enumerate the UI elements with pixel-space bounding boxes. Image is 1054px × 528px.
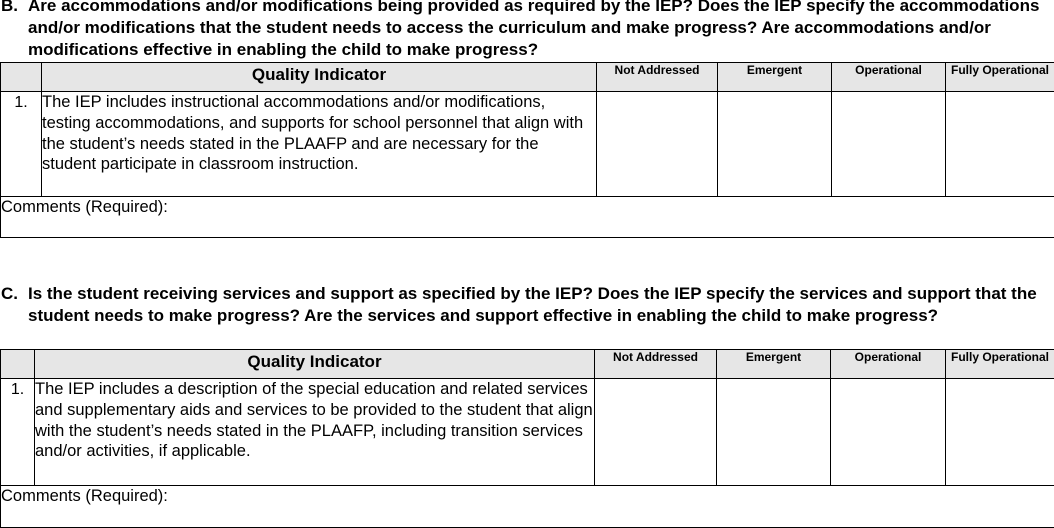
comments-field[interactable]: Comments (Required): [1,197,1054,238]
section-b-indicator-row [1,92,1054,197]
section-b-question-text: Are accommodations and/or modifications being provided as required by the IEP? Does the IEP specify the accommodations and/or modifications that the student needs to access the curriculum and make progress? Are accommodations and/or modifications effective in enabling the child to make progress? [28,0,1040,59]
header-number-cell [1,63,42,92]
section-b-question [0,0,1054,61]
fully-operational-cell[interactable] [946,92,1054,197]
indicator-text: The IEP includes a description of the special education and related services and supplementary aids and services to be provided to the student that align with the student’s needs stated in the PLAAFP, including transition services and/or activities, if applicable. [35,379,595,486]
section-c-letter: C. [1,284,18,303]
section-c-indicator-row [1,379,1054,486]
emergent-cell[interactable] [717,379,831,486]
comments-field[interactable]: Comments (Required): [1,486,1054,528]
section-b-header-row [1,63,1054,92]
header-number-cell [1,350,35,379]
section-b-table [0,62,1054,238]
emergent-header: Emergent [717,350,831,379]
operational-cell[interactable] [831,379,946,486]
not-addressed-cell[interactable] [597,92,718,197]
section-b-comments-row [1,197,1054,238]
fully-operational-cell[interactable] [946,379,1054,486]
indicator-number: 1. [1,92,42,197]
section-c-table [0,349,1054,528]
operational-header: Operational [832,63,946,92]
section-c-header-row [1,350,1054,379]
not-addressed-header: Not Addressed [597,63,718,92]
quality-indicator-header: Quality Indicator [42,63,597,92]
section-b-letter: B. [1,0,18,15]
indicator-number: 1. [1,379,35,486]
emergent-cell[interactable] [718,92,832,197]
section-c-question-text: Is the student receiving services and support as specified by the IEP? Does the IEP specify the services and support that the student needs to make progress? Are the services and support effective in enabling the child to make progress? [28,284,1037,325]
fully-operational-header: Fully Operational [946,350,1054,379]
not-addressed-header: Not Addressed [595,350,717,379]
operational-header: Operational [831,350,946,379]
fully-operational-header: Fully Operational [946,63,1054,92]
indicator-text: The IEP includes instructional accommodations and/or modifications, testing accommodations, and supports for school personnel that align with the student’s needs stated in the PLAAFP and are necessary for the student participate in classroom instruction. [42,92,597,197]
quality-indicator-header: Quality Indicator [35,350,595,379]
operational-cell[interactable] [832,92,946,197]
emergent-header: Emergent [718,63,832,92]
section-c-comments-row [1,486,1054,528]
not-addressed-cell[interactable] [595,379,717,486]
section-c-question [0,283,1054,349]
